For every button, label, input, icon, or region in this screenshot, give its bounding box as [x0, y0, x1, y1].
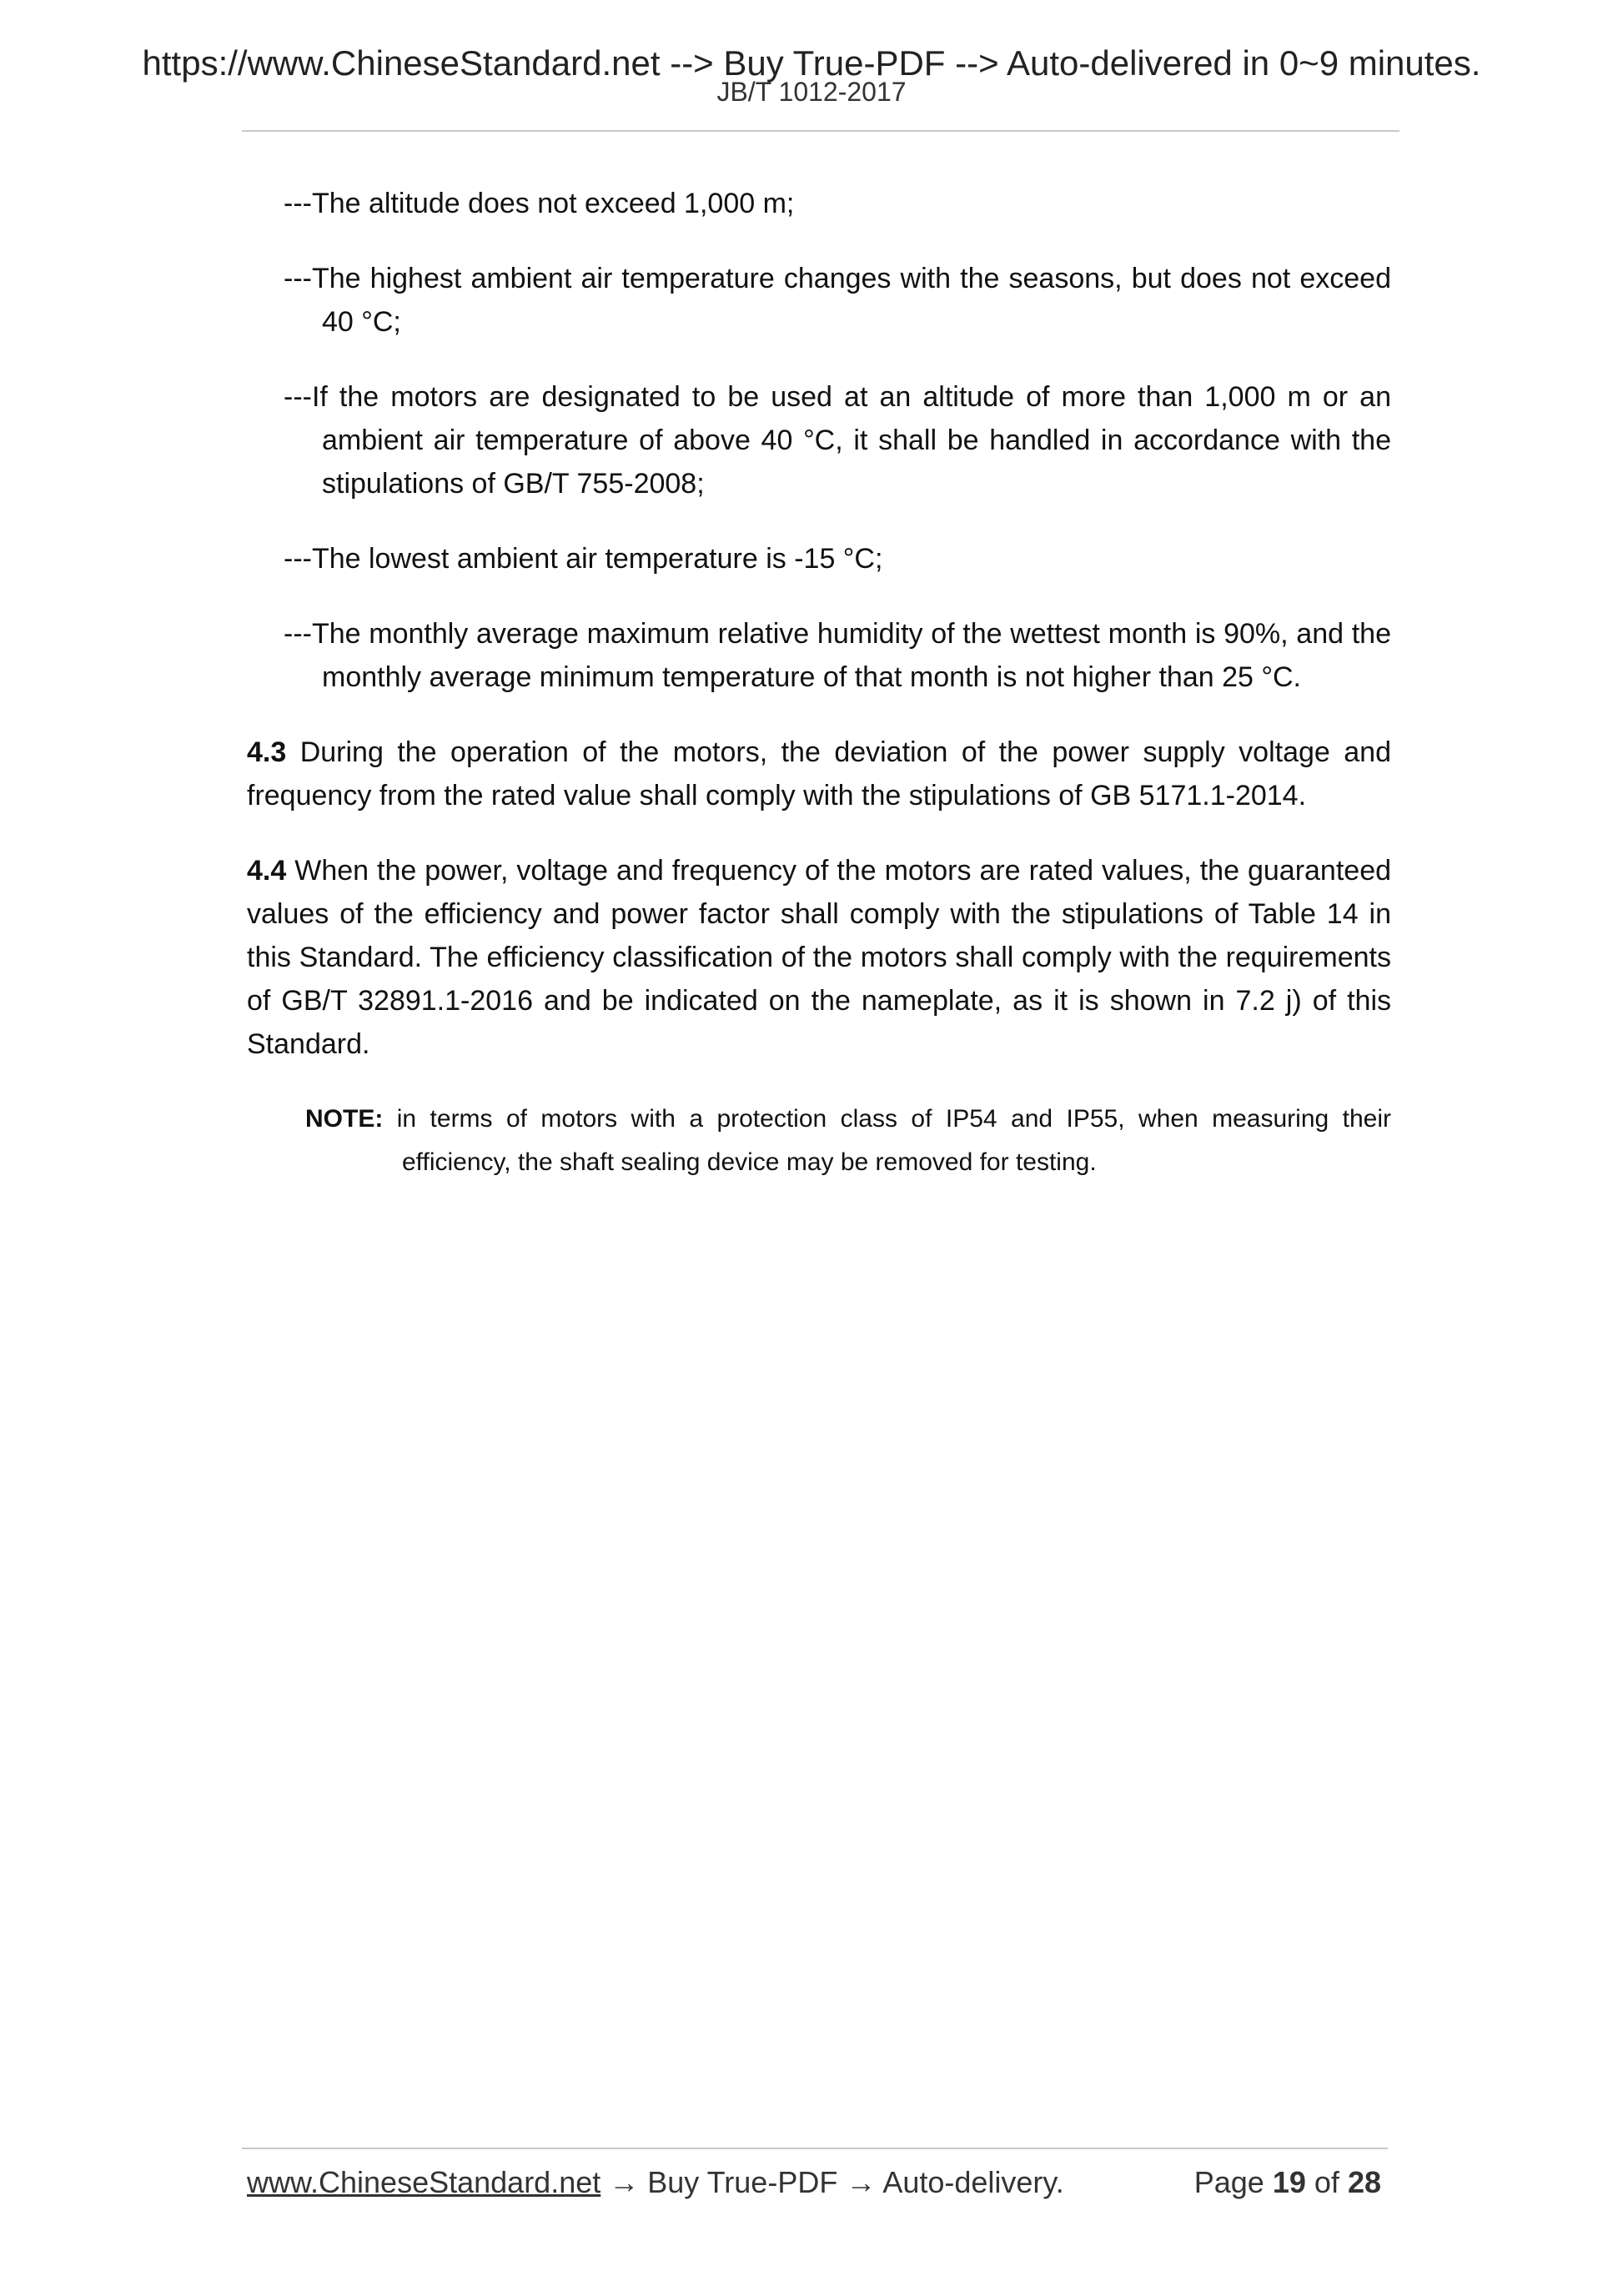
- page-total: 28: [1347, 2165, 1381, 2199]
- footer: [247, 2165, 1393, 2200]
- bullet-lowest-temperature: ---The lowest ambient air temperature is -15 °C;: [284, 543, 883, 575]
- page-label: Page: [1193, 2165, 1264, 2199]
- header-divider: [242, 130, 1399, 132]
- bullet-highest-temperature: ---The highest ambient air temperature changes with the seasons, but does not exceed 40 °C;: [284, 263, 1391, 338]
- clause-4-3-number: 4.3: [247, 736, 287, 768]
- clause-4-4-text: When the power, voltage and frequency of the motors are rated values, the guaranteed values of the efficiency and power factor shall comply with the stipulations of Table 14 in this Standard. The efficiency classification of the motors shall comply with the requirements of GB/T 32891.1-2016 and be indicated on the nameplate, as it is shown in 7.2 j) of this Standard.: [247, 855, 1392, 1060]
- bullet-altitude: ---The altitude does not exceed 1,000 m;: [284, 188, 795, 219]
- top-banner: https://www.ChineseStandard.net --> Buy True-PDF --> Auto-delivered in 0~9 minutes.: [142, 43, 1481, 83]
- clause-4-4-number: 4.4: [247, 855, 287, 887]
- document-code: JB/T 1012-2017: [716, 77, 907, 107]
- bullet-altitude-exception: ---If the motors are designated to be used at an altitude of more than 1,000 m or an ambient air temperature of above 40 °C, it shall be handled in accordance with the stipulations of GB/T 755-2008;: [284, 381, 1391, 500]
- footer-site-link[interactable]: www.ChineseStandard.net: [247, 2165, 601, 2199]
- document-body: [247, 182, 1391, 1184]
- clause-4-3: [247, 731, 1391, 817]
- page-of: of: [1314, 2165, 1339, 2199]
- clause-4-4: [247, 849, 1391, 1066]
- page-current: 19: [1272, 2165, 1306, 2199]
- note-label: NOTE:: [305, 1105, 384, 1133]
- page-indicator: [1194, 2165, 1381, 2200]
- bullet-humidity: ---The monthly average maximum relative humidity of the wettest month is 90%, and the monthly average minimum temperature of that month is not higher than 25 °C.: [284, 618, 1391, 693]
- note-text: in terms of motors with a protection class of IP54 and IP55, when measuring their efficiency, the shaft sealing device may be removed for testing.: [396, 1105, 1391, 1176]
- footer-tagline: → Buy True-PDF → Auto-delivery.: [600, 2165, 1064, 2199]
- note: [247, 1098, 1391, 1184]
- footer-divider: [242, 2148, 1388, 2149]
- clause-4-3-text: During the operation of the motors, the deviation of the power supply voltage and frequency from the rated value shall comply with the stipulations of GB 5171.1-2014.: [247, 736, 1391, 811]
